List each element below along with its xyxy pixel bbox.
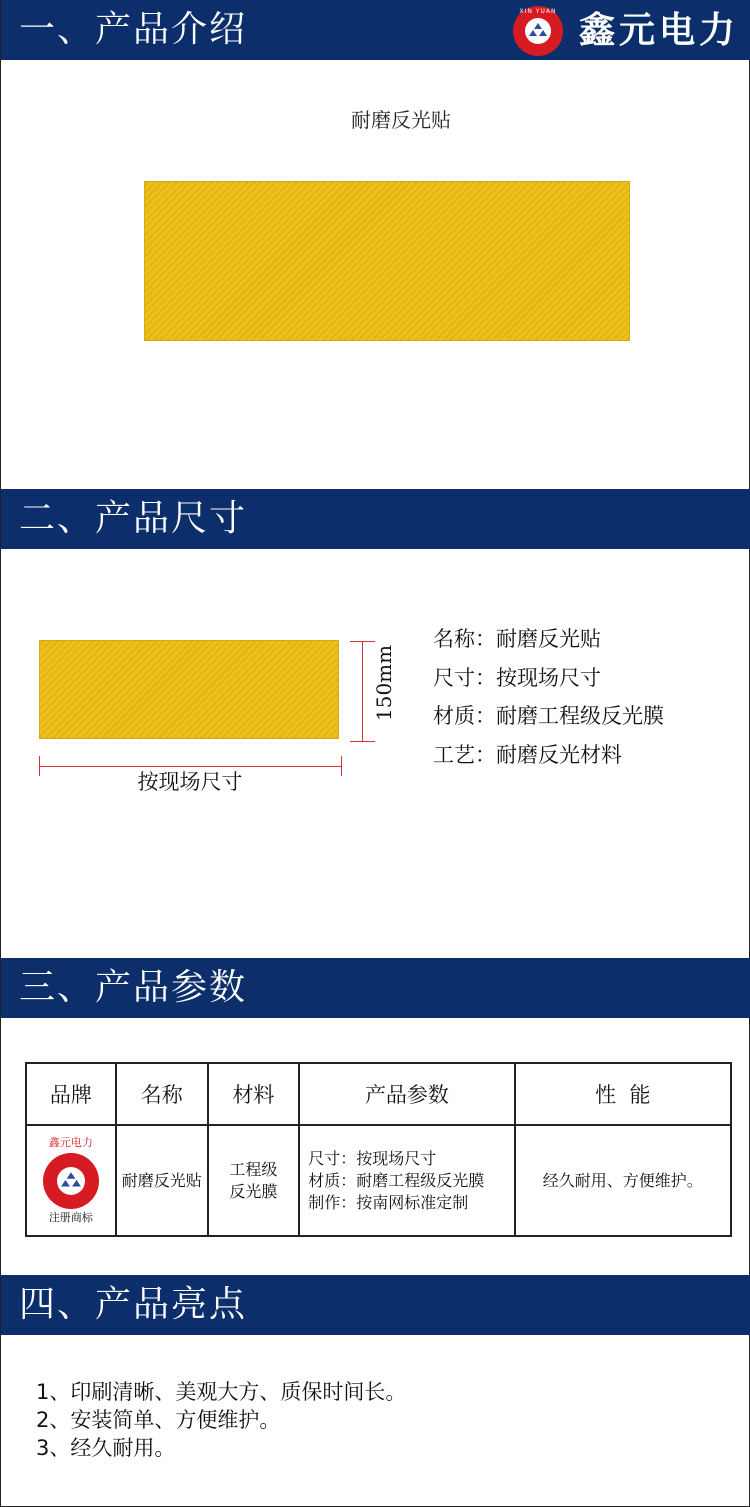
- section-header-intro: [1, 0, 750, 60]
- height-label: 150mm: [372, 644, 396, 721]
- params-table: [25, 1062, 732, 1237]
- product-name: 耐磨反光贴: [351, 108, 451, 132]
- spec-item: 名称：耐磨反光贴: [433, 627, 601, 651]
- width-label: 按现场尺寸: [137, 770, 243, 794]
- product-image: [144, 181, 630, 341]
- section-title: 四、产品亮点: [19, 1284, 248, 1325]
- brand-text: 鑫元电力: [48, 1136, 93, 1149]
- dimension-tick: [350, 741, 375, 742]
- brand-emblem-icon: [43, 1153, 99, 1209]
- cell-name: 耐磨反光贴: [116, 1125, 208, 1236]
- section-header-highlights: [1, 1275, 750, 1335]
- highlight-item: 1、印刷清晰、美观大方、质保时间长。: [36, 1380, 407, 1404]
- highlight-list: [36, 1378, 406, 1462]
- dimension-tick: [341, 756, 342, 776]
- material-line: 反光膜: [229, 1181, 278, 1201]
- header-params: 产品参数: [299, 1063, 514, 1125]
- cell-performance: 经久耐用、方便维护。: [515, 1125, 731, 1236]
- cell-material: [208, 1125, 300, 1236]
- brand-emblem-icon: [513, 6, 563, 56]
- cell-params: [299, 1125, 514, 1236]
- highlight-item: 2、安装简单、方便维护。: [36, 1408, 281, 1432]
- header-name: 名称: [116, 1063, 208, 1125]
- header-brand: 品牌: [26, 1063, 116, 1125]
- header-material: 材料: [208, 1063, 300, 1125]
- table-header-row: [26, 1063, 731, 1125]
- param-line: 材质：耐磨工程级反光膜: [308, 1170, 485, 1190]
- section-header-params: [1, 958, 750, 1018]
- height-dimension-line: [362, 641, 363, 741]
- spec-list: [433, 620, 664, 774]
- width-dimension-line: [39, 766, 341, 767]
- section-header-size: [1, 489, 750, 549]
- cell-brand: [26, 1125, 116, 1236]
- table-row: [26, 1125, 731, 1236]
- registered-trademark-text: 注册商标: [48, 1211, 93, 1224]
- spec-item: 尺寸：按现场尺寸: [433, 665, 601, 690]
- material-line: 工程级: [229, 1159, 278, 1179]
- spec-item: 工艺：耐磨反光材料: [433, 742, 622, 767]
- header-performance: 性 能: [515, 1063, 731, 1125]
- brand-name: 鑫元电力: [579, 10, 740, 51]
- highlight-item: 3、经久耐用。: [36, 1436, 176, 1460]
- section-title: 二、产品尺寸: [19, 498, 248, 539]
- section-title: 三、产品参数: [19, 967, 248, 1008]
- param-line: 制作：按南网标准定制: [308, 1192, 469, 1212]
- section-title: 一、产品介绍: [19, 9, 248, 50]
- brand-ring-text: XIN YUAN: [519, 8, 557, 15]
- product-size-image: [39, 640, 339, 739]
- param-line: 尺寸：按现场尺寸: [308, 1148, 437, 1168]
- spec-item: 材质：耐磨工程级反光膜: [433, 704, 664, 728]
- brand-logo: [513, 6, 740, 56]
